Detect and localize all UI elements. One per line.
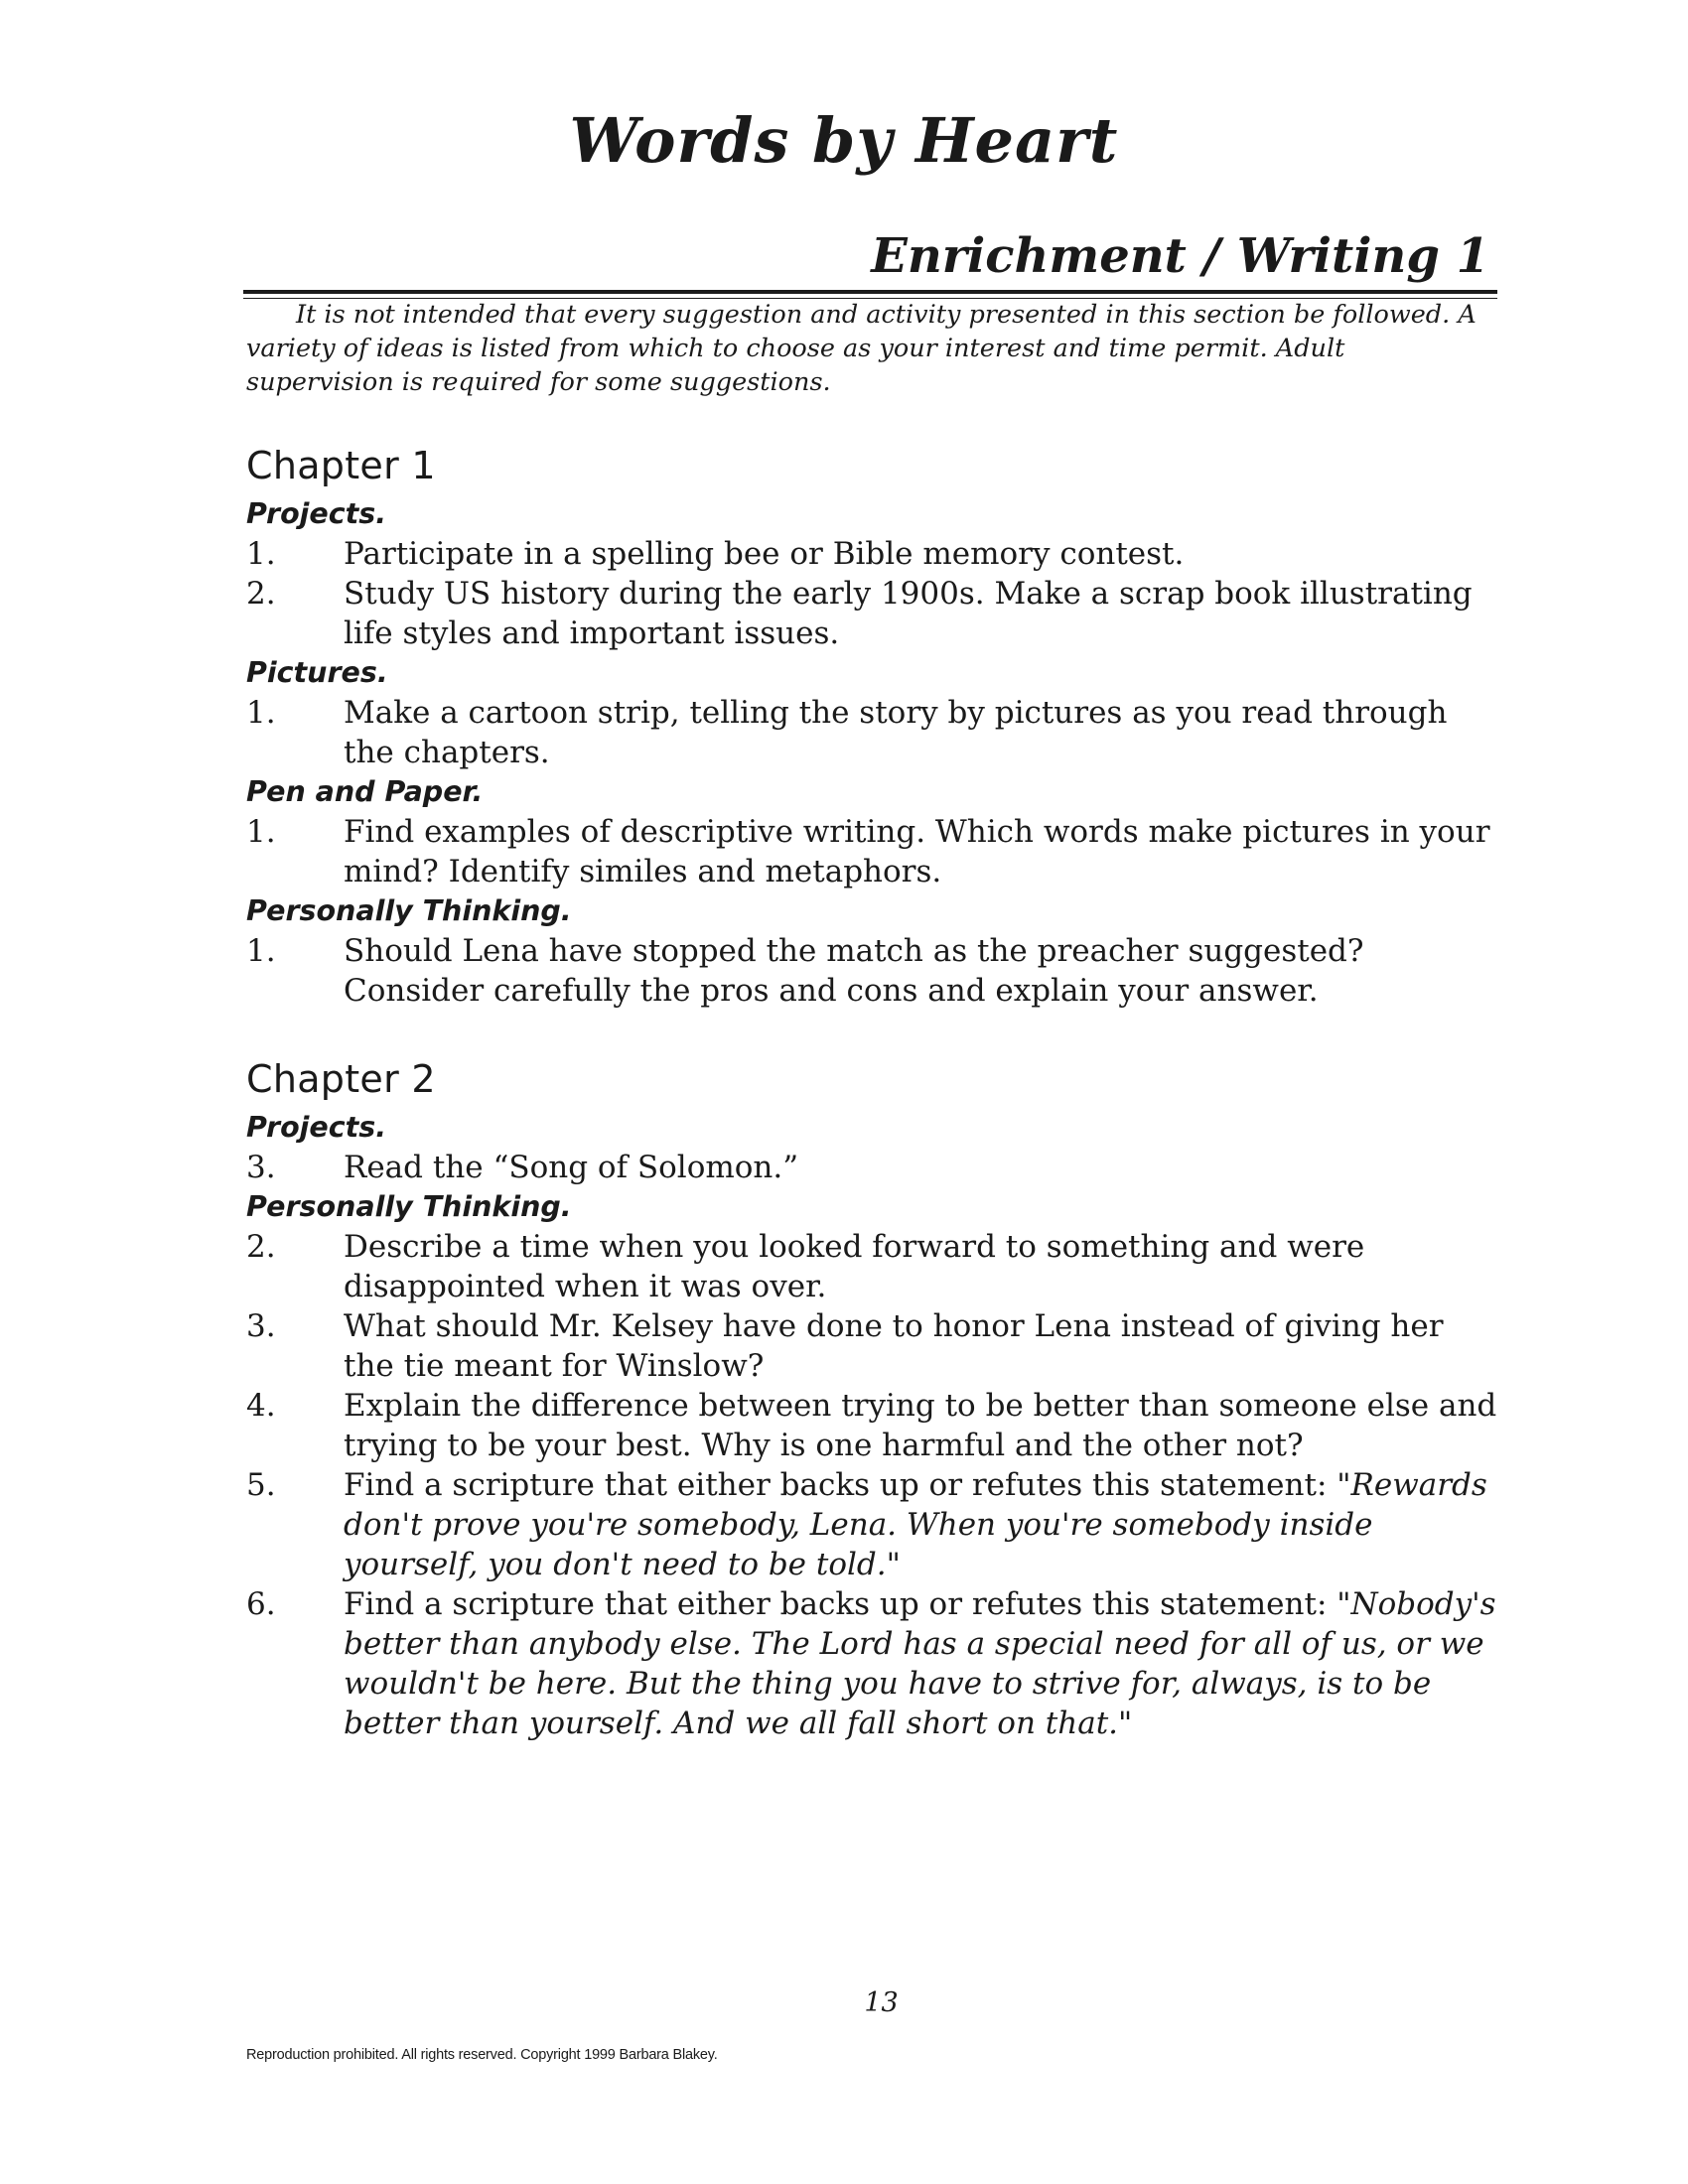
chapter-block — [246, 437, 1499, 1011]
list-item — [246, 1227, 1499, 1306]
item-text-block — [344, 1227, 1499, 1306]
item-text-block — [344, 1306, 1499, 1386]
item-text-block — [344, 574, 1499, 653]
item-text-block — [344, 1584, 1499, 1743]
chapters-container — [246, 437, 1499, 1743]
item-number: 3. — [246, 1150, 276, 1185]
item-number: 2. — [246, 576, 276, 612]
list-item — [246, 574, 1499, 653]
chapter-heading: Chapter 2 — [246, 1057, 436, 1101]
list-item — [246, 1148, 1499, 1187]
item-number: 1. — [246, 814, 276, 850]
list-item — [246, 693, 1499, 772]
list-item — [246, 812, 1499, 891]
activity-list — [246, 1227, 1499, 1743]
item-text: Read the “Song of Solomon.” — [344, 1150, 799, 1185]
item-text-block — [344, 812, 1499, 891]
item-text: Participate in a spelling bee or Bible memory contest. — [344, 536, 1185, 572]
item-text: Make a cartoon strip, telling the story by pictures as you read through the chapters. — [344, 695, 1448, 770]
section-heading: Personally Thinking. — [246, 894, 572, 927]
item-text: Find a scripture that either backs up or refutes this statement: — [344, 1467, 1337, 1503]
item-number: 1. — [246, 536, 276, 572]
section-heading: Pictures. — [246, 656, 388, 689]
activity-list — [246, 812, 1499, 891]
activity-list — [246, 693, 1499, 772]
item-text-block — [344, 1465, 1499, 1584]
item-text: Find a scripture that either backs up or refutes this statement: — [344, 1586, 1337, 1622]
section-heading: Projects. — [246, 497, 387, 530]
item-number: 6. — [246, 1586, 276, 1622]
list-item — [246, 1584, 1499, 1743]
list-item — [246, 534, 1499, 574]
item-text: Should Lena have stopped the match as the preacher suggested? Consider carefully the pros and cons and explain your answer. — [344, 933, 1364, 1009]
item-text: Explain the difference between trying to be better than someone else and trying to be your best. Why is one harmful and the other not? — [344, 1388, 1497, 1463]
item-text: Find examples of descriptive writing. Which words make pictures in your mind? Identify similes and metaphors. — [344, 814, 1490, 889]
item-number: 4. — [246, 1388, 276, 1424]
item-text-block — [344, 1386, 1499, 1465]
document-title: Words by Heart — [569, 104, 1119, 177]
intro-paragraph: It is not intended that every suggestion and activity presented in this section be followed. A variety of ideas is listed from which to choose as your interest and time permit. Adult supervision is required for some suggestions. — [246, 300, 1477, 397]
copyright-footer: Reproduction prohibited. All rights reserved. Copyright 1999 Barbara Blakey. — [246, 2047, 718, 2063]
section-heading: Personally Thinking. — [246, 1190, 572, 1223]
item-text-block — [344, 534, 1499, 574]
item-number: 1. — [246, 695, 276, 731]
item-number: 3. — [246, 1308, 276, 1344]
header-rule-thick — [243, 290, 1497, 294]
item-text: Describe a time when you looked forward to something and were disappointed when it was over. — [344, 1229, 1365, 1304]
item-number: 5. — [246, 1467, 276, 1503]
section-subtitle: Enrichment / Writing 1 — [871, 228, 1489, 284]
item-number: 2. — [246, 1229, 276, 1265]
list-item — [246, 931, 1499, 1011]
item-text-block — [344, 1148, 1499, 1187]
item-text-block — [344, 931, 1499, 1011]
chapter-heading: Chapter 1 — [246, 444, 436, 487]
item-quote: "Nobody's better than anybody else. The Lord has a special need for all of us, or we wouldn't be here. But the thing you have to strive for, always, is to be better than yourself. And we all fall short on that." — [344, 1586, 1496, 1741]
activity-list — [246, 931, 1499, 1011]
item-text: Study US history during the early 1900s. Make a scrap book illustrating life styles and important issues. — [344, 576, 1473, 651]
list-item — [246, 1386, 1499, 1465]
section-heading: Projects. — [246, 1111, 387, 1144]
item-text: What should Mr. Kelsey have done to honor Lena instead of giving her the tie meant for Winslow? — [344, 1308, 1444, 1384]
item-quote: "Rewards don't prove you're somebody, Lena. When you're somebody inside yourself, you don't need to be told." — [344, 1467, 1487, 1582]
activity-list — [246, 534, 1499, 653]
section-heading: Pen and Paper. — [246, 775, 484, 808]
page-number: 13 — [864, 1987, 899, 2018]
item-number: 1. — [246, 933, 276, 969]
activity-list — [246, 1148, 1499, 1187]
list-item — [246, 1306, 1499, 1386]
item-text-block — [344, 693, 1499, 772]
chapter-block — [246, 1050, 1499, 1743]
list-item — [246, 1465, 1499, 1584]
